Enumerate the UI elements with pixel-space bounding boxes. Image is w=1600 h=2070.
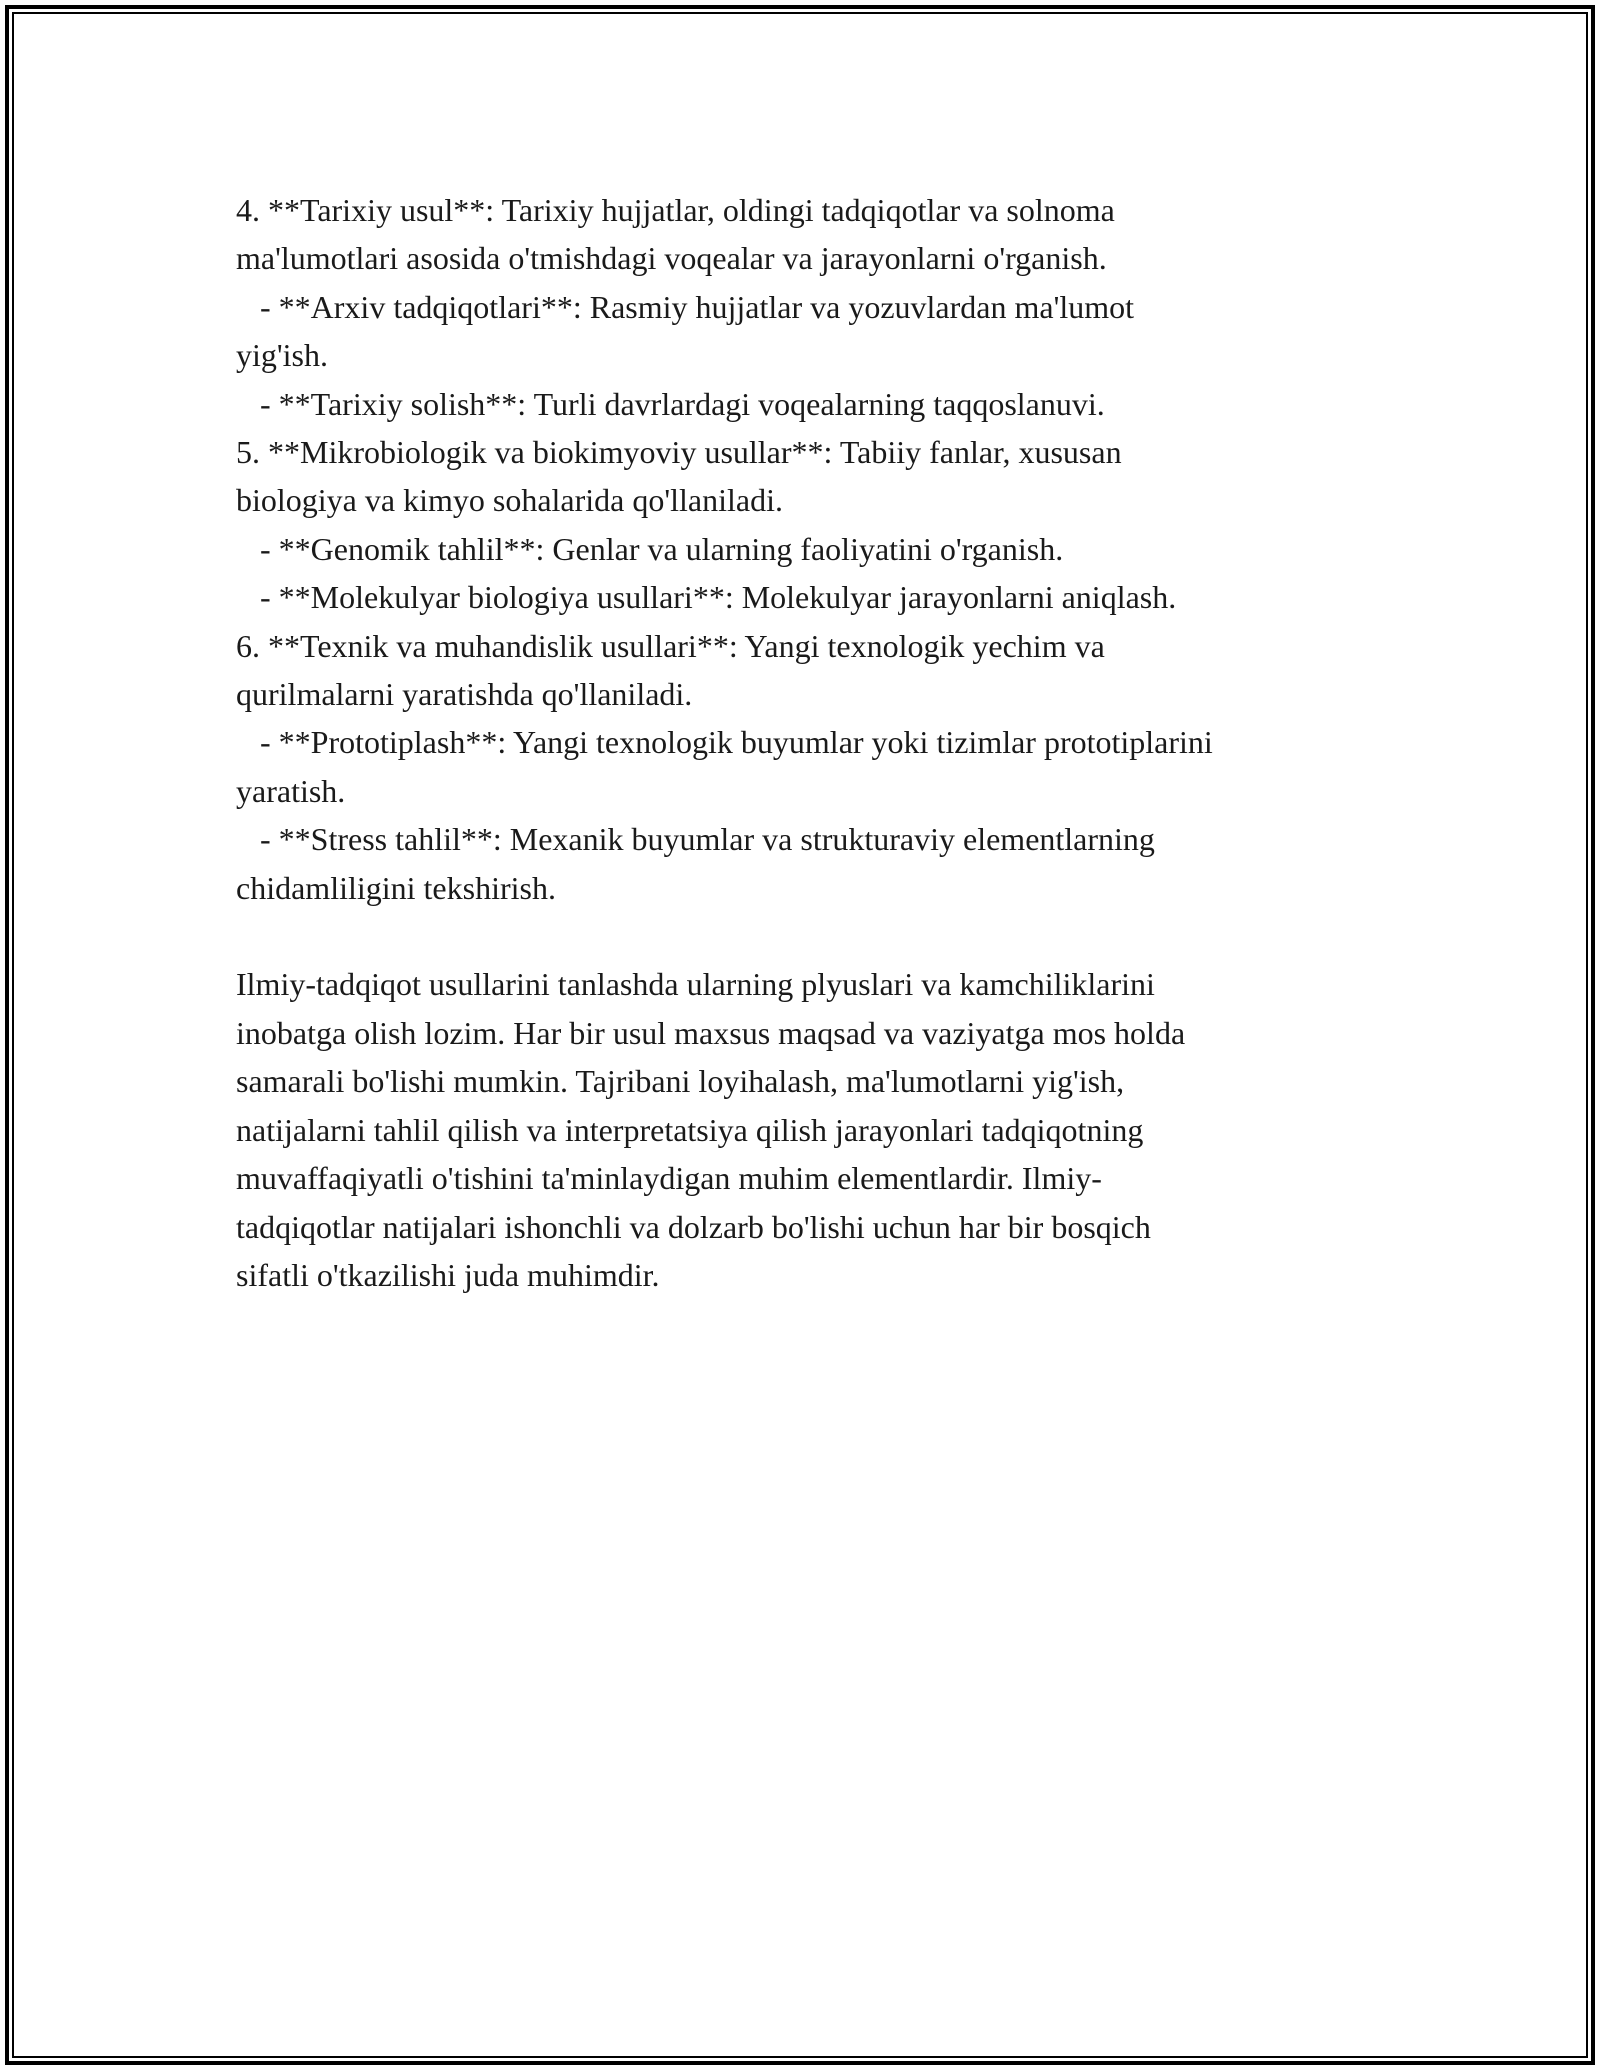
text-line: ma'lumotlari asosida o'tmishdagi voqealar va jarayonlarni o'rganish. [236,240,1107,277]
conclusion-line: sifatli o'tkazilishi juda muhimdir. [236,1256,660,1293]
text-line: - **Prototiplash**: Yangi texnologik buyumlar yoki tizimlar prototiplarini [236,724,1213,761]
text-line: 6. **Texnik va muhandislik usullari**: Yangi texnologik yechim va [236,627,1105,664]
text-line: 5. **Mikrobiologik va biokimyoviy usullar**: Tabiiy fanlar, xususan [236,434,1122,471]
conclusion-line: tadqiqotlar natijalari ishonchli va dolzarb bo'lishi uchun har bir bosqich [236,1208,1151,1245]
text-line: - **Genomik tahlil**: Genlar va ularning faoliyatini o'rganish. [236,530,1064,567]
text-line: - **Arxiv tadqiqotlari**: Rasmiy hujjatlar va yozuvlardan ma'lumot [236,288,1135,325]
text-line: - **Stress tahlil**: Mexanik buyumlar va strukturaviy elementlarning [236,821,1155,858]
text-line: - **Molekulyar biologiya usullari**: Molekulyar jarayonlarni aniqlash. [236,579,1177,616]
text-line: biologiya va kimyo sohalarida qo'llaniladi. [236,482,783,519]
conclusion-line: muvaffaqiyatli o'tishini ta'minlaydigan muhim elementlardir. Ilmiy- [236,1160,1102,1197]
conclusion-line: inobatga olish lozim. Har bir usul maxsus maqsad va vaziyatga mos holda [236,1014,1186,1051]
text-line: 4. **Tarixiy usul**: Tarixiy hujjatlar, oldingi tadqiqotlar va solnoma [236,192,1115,228]
paragraph-spacer [236,912,1386,960]
conclusion-line: samarali bo'lishi mumkin. Tajribani loyihalash, ma'lumotlarni yig'ish, [236,1063,1125,1100]
text-line: qurilmalarni yaratishda qo'llaniladi. [236,676,693,713]
conclusion-line: Ilmiy-tadqiqot usullarini tanlashda ularning plyuslari va kamchiliklarini [236,966,1155,1003]
text-line: - **Tarixiy solish**: Turli davrlardagi voqealarning taqqoslanuvi. [236,385,1105,422]
text-line: yig'ish. [236,337,328,374]
text-line: yaratish. [236,772,346,809]
text-line: chidamliligini tekshirish. [236,869,556,906]
conclusion-line: natijalarni tahlil qilish va interpretatsiya qilish jarayonlari tadqiqotning [236,1111,1144,1148]
document-body [236,186,1386,1299]
